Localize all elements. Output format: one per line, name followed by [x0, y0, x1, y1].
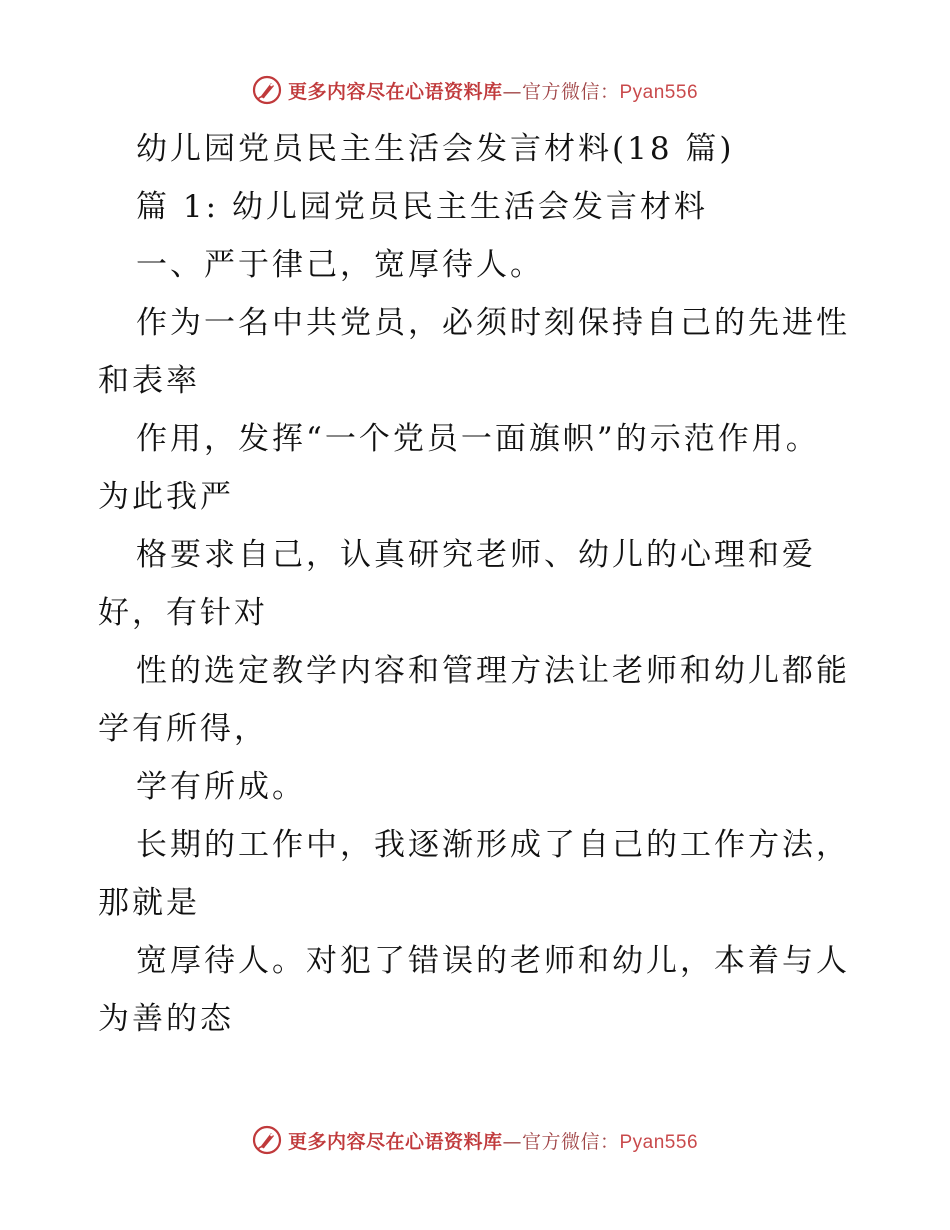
document-body: [98, 120, 858, 1048]
body-line: 宽厚待人。对犯了错误的老师和幼儿，本着与人: [136, 943, 850, 979]
body-line: 格要求自己，认真研究老师、幼儿的心理和爱: [136, 537, 816, 573]
body-line: 作用，发挥“一个党员一面旗帜”的示范作用。: [136, 421, 820, 457]
pen-nib-logo-icon: [252, 75, 282, 105]
body-line: 学有所得，: [98, 711, 268, 747]
watermark-brand: 更多内容尽在心语资料库: [287, 1130, 503, 1153]
body-line: 学有所成。: [136, 769, 306, 805]
watermark-text: [288, 77, 698, 104]
body-line: 为善的态: [98, 1001, 234, 1037]
body-line: 好，有针对: [98, 595, 268, 631]
body-line: 作为一名中共党员，必须时刻保持自己的先进性: [136, 305, 850, 341]
watermark-text: [288, 1127, 698, 1154]
subheading: 一、严于律己，宽厚待人。: [136, 247, 544, 283]
watermark-dash: —: [502, 1130, 522, 1153]
body-line: 性的选定教学内容和管理方法让老师和幼儿都能: [136, 653, 850, 689]
body-line: 和表率: [98, 363, 200, 399]
watermark-wechat-id: Pyan556: [619, 81, 699, 103]
document-title: 幼儿园党员民主生活会发言材料(18 篇): [136, 131, 735, 167]
watermark-wechat-id: Pyan556: [619, 1131, 699, 1153]
body-line: 为此我严: [98, 479, 234, 515]
body-line: 那就是: [98, 885, 200, 921]
watermark-wechat-label: 官方微信：: [521, 1130, 620, 1153]
section-heading: 篇 1: 幼儿园党员民主生活会发言材料: [136, 189, 708, 225]
footer-watermark-banner: [0, 1122, 950, 1158]
header-watermark-banner: [0, 72, 950, 108]
pen-nib-logo-icon: [252, 1125, 282, 1155]
body-line: 长期的工作中，我逐渐形成了自己的工作方法，: [136, 827, 850, 863]
watermark-wechat-label: 官方微信：: [521, 80, 620, 103]
watermark-dash: —: [502, 80, 522, 103]
watermark-brand: 更多内容尽在心语资料库: [287, 80, 503, 103]
